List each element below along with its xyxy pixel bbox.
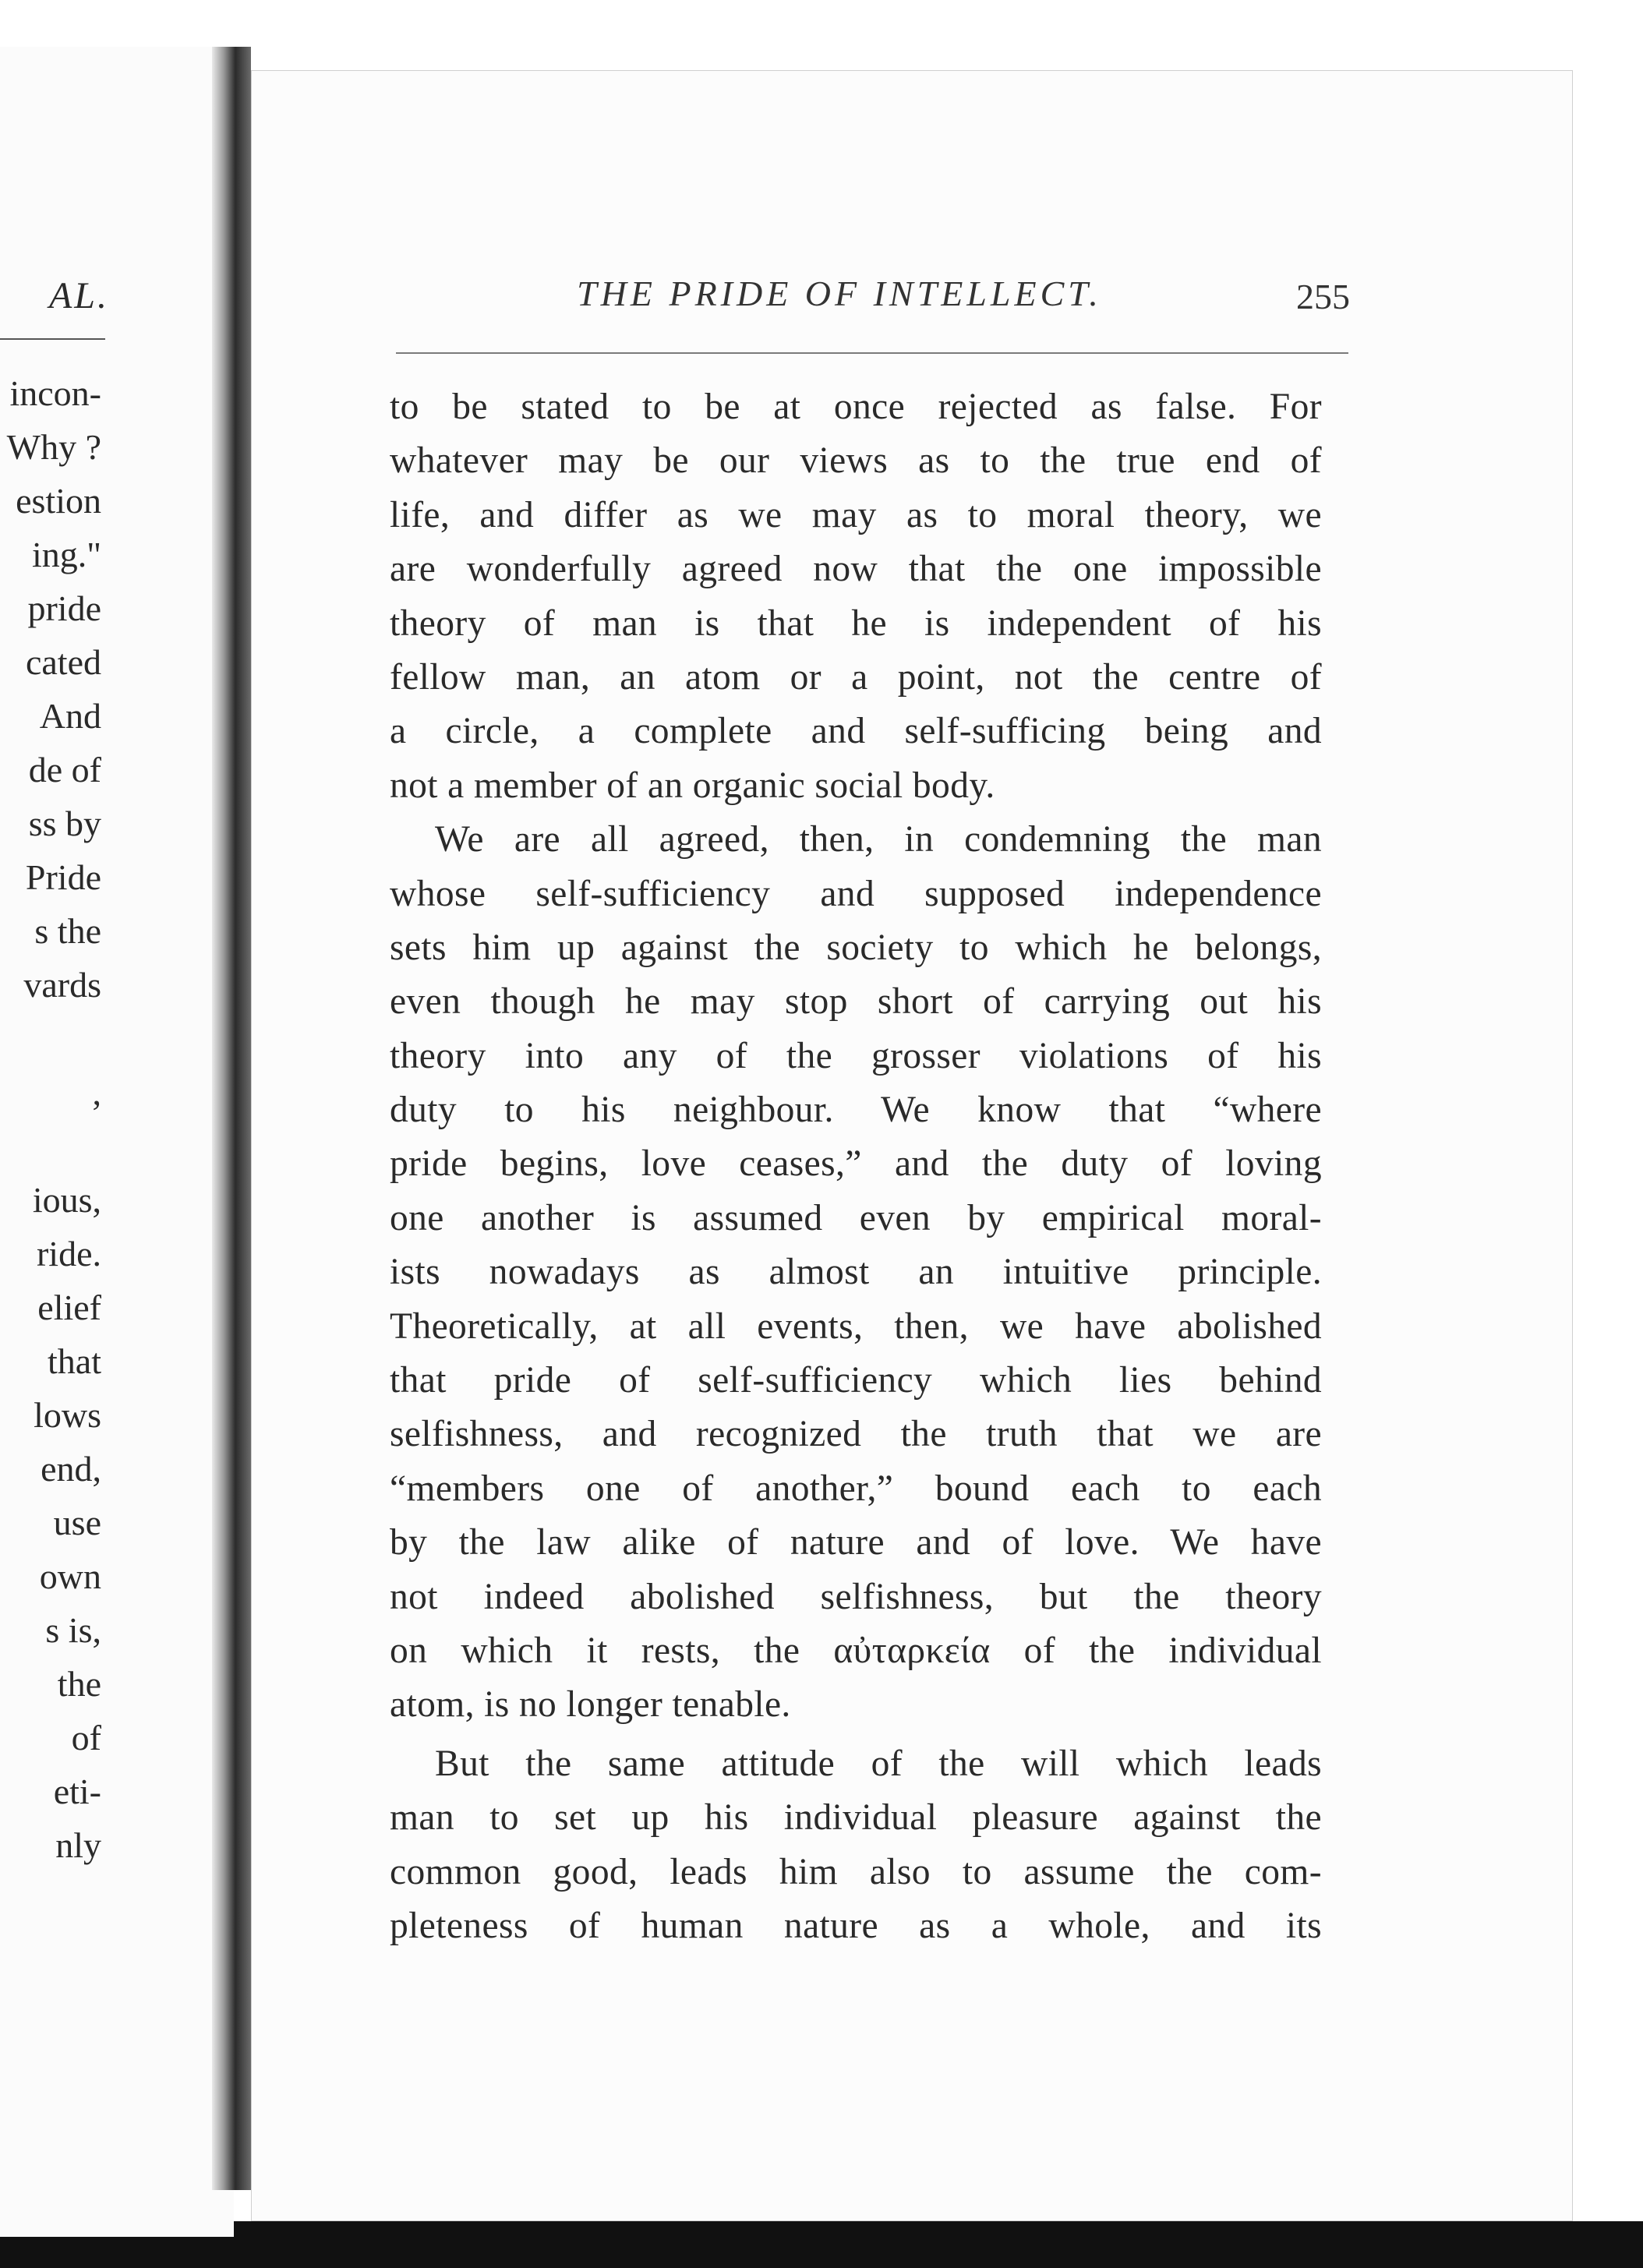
text-line: selfishness, and recognized the truth that we are [390,1414,1322,1455]
text-line: sets him up against the society to which he belongs, [390,927,1322,968]
scan-background-right [1573,0,1643,2268]
body-text [390,380,1322,1953]
left-text-line: that [48,1341,101,1381]
text-line: common good, leads him also to assume the com- [390,1851,1322,1892]
text-line: on which it rests, the αὐταρκεία of the individual [390,1630,1322,1671]
left-text-line: de of [28,750,101,790]
left-text-line: eti- [53,1772,101,1811]
text-line: Theoretically, at all events, then, we have abolished [390,1305,1322,1347]
text-line: atom, is no longer tenable. [390,1684,791,1726]
left-header-rule [0,338,105,340]
text-line: pride begins, love ceases,” and the duty of loving [390,1143,1322,1185]
text-line: “members one of another,” bound each to each [390,1468,1322,1509]
left-text-line: use [53,1503,101,1542]
left-page [0,47,234,2237]
page-number: 255 [1296,277,1350,316]
left-text-line: s the [34,911,101,951]
left-text-line: ing." [31,535,101,574]
left-text-line: end, [41,1449,101,1489]
left-text-line: ride. [36,1234,101,1274]
text-line: whatever may be our views as to the true end of [390,440,1322,482]
left-text-line: ious, [32,1180,101,1220]
left-text-line: s is, [45,1610,101,1650]
left-text-line: Why ? [6,427,101,467]
text-line: life, and differ as we may as to moral theory, we [390,494,1322,535]
text-line: But the same attitude of the will which leads [435,1743,1322,1784]
left-text-line: And [39,696,101,736]
text-line: We are all agreed, then, in condemning the man [435,819,1322,860]
left-text-line: nly [55,1825,101,1865]
text-line: not indeed abolished selfishness, but the theory [390,1576,1322,1617]
text-line: theory into any of the grosser violations of his [390,1035,1322,1076]
text-line: not a member of an organic social body. [390,765,995,806]
book-gutter [212,47,251,2190]
left-text-line: vards [23,965,101,1005]
text-line: to be stated to be at once rejected as false. For [390,387,1322,427]
running-head-title: THE PRIDE OF INTELLECT. [577,274,1102,313]
text-line: man to set up his individual pleasure against the [390,1797,1322,1839]
header-rule [396,352,1348,354]
left-page-header: AL. [48,275,109,316]
text-line: one another is assumed even by empirical moral- [390,1197,1322,1238]
text-line: theory of man is that he is independent of his [390,602,1322,644]
text-line: a circle, a complete and self-sufficing being and [390,711,1322,752]
left-text-line: Pride [25,857,101,897]
text-line: by the law alike of nature and of love. We have [390,1522,1322,1563]
left-text-line: lows [34,1395,101,1435]
book-page [251,70,1573,2221]
left-text-line: the [57,1664,101,1704]
text-line: whose self-sufficiency and supposed independence [390,873,1322,914]
left-text-line: elief [37,1288,101,1327]
text-line: fellow man, an atom or a point, not the centre of [390,656,1322,698]
scan-background-bottom [0,2221,1643,2268]
left-text-line: ss by [28,804,101,843]
text-line: pleteness of human nature as a whole, and its [390,1905,1322,1946]
left-text-line: estion [16,481,101,521]
text-line: are wonderfully agreed now that the one impossible [390,549,1322,590]
left-text-line: cated [25,642,101,682]
left-text-line: pride [27,588,101,628]
text-line: even though he may stop short of carrying out his [390,981,1322,1023]
left-text-line: , [92,1072,101,1112]
running-head [391,273,1350,335]
left-text-line: of [71,1718,101,1758]
text-line: ists nowadays as almost an intuitive principle. [390,1252,1322,1293]
text-line: that pride of self-sufficiency which lies behind [390,1360,1322,1401]
left-text-line: own [39,1556,101,1596]
text-line: duty to his neighbour. We know that “where [390,1090,1322,1131]
left-text-line: incon- [9,373,101,413]
